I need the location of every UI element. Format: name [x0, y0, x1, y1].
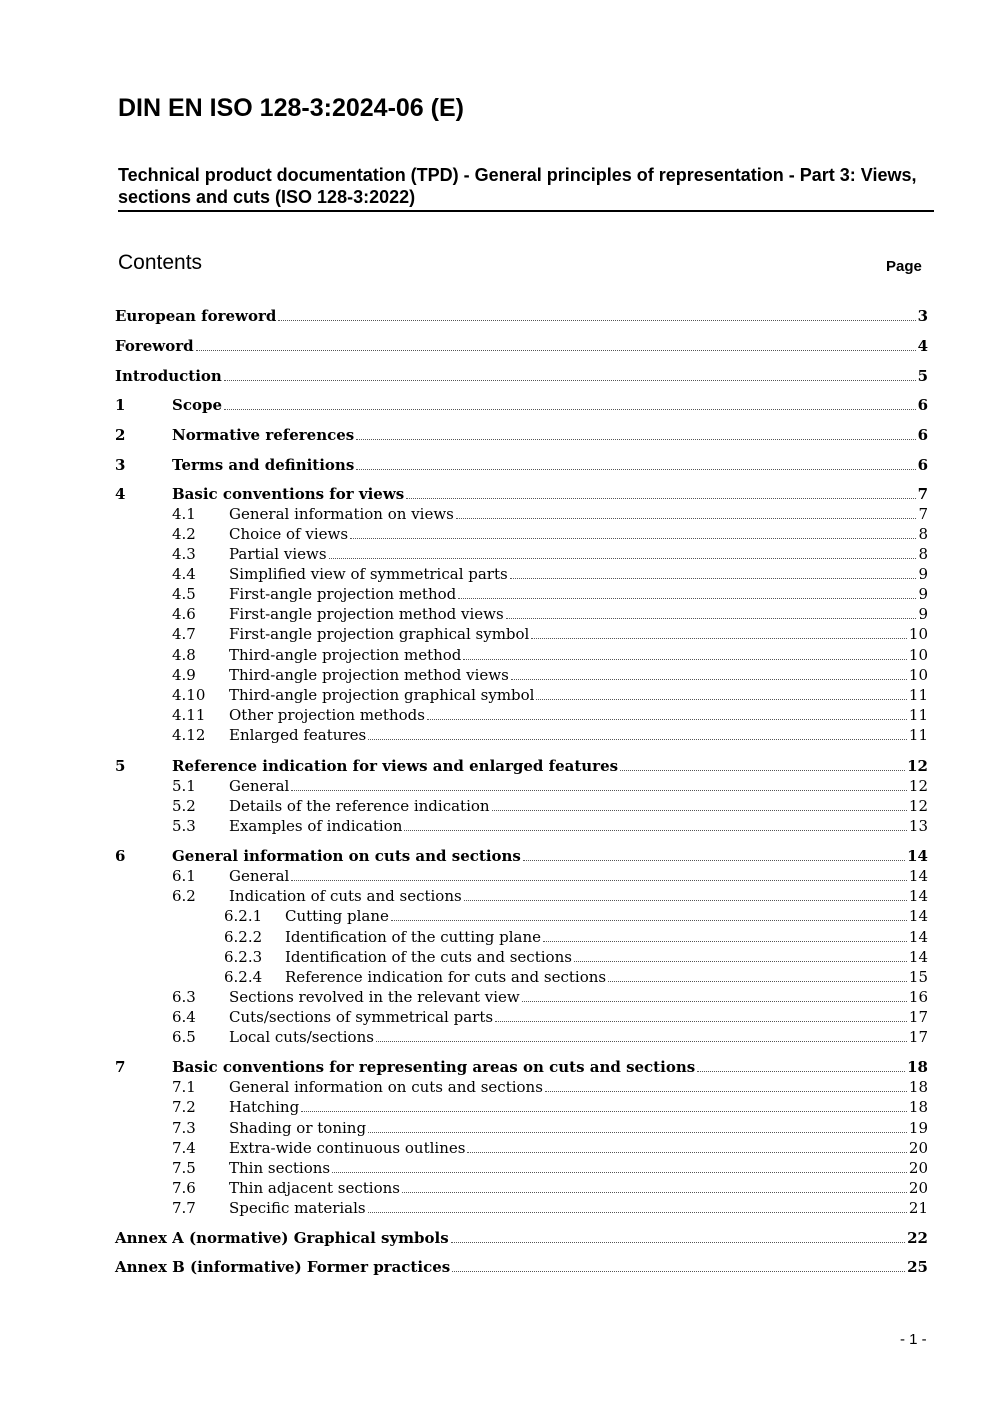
- toc-entry-number: 4.9: [172, 666, 196, 684]
- toc-entry-number: 5.2: [172, 797, 196, 815]
- toc-entry-page: 7: [917, 485, 928, 503]
- toc-leader: [402, 1178, 907, 1193]
- toc-entry-page: 14: [908, 928, 928, 946]
- toc-entry-title: Specific materials: [229, 1199, 366, 1217]
- toc-leader: [224, 366, 916, 381]
- page-column-heading: Page: [886, 258, 922, 275]
- toc-entry-title: General information on views: [229, 505, 454, 523]
- toc-leader: [536, 685, 906, 700]
- toc-entry-number: 4.2: [172, 525, 196, 543]
- toc-entry[interactable]: [0, 336, 992, 356]
- toc-entry[interactable]: [0, 366, 992, 386]
- toc-entry-title: Identification of the cutting plane: [285, 928, 542, 946]
- toc-leader: [522, 987, 907, 1002]
- toc-entry[interactable]: [0, 906, 992, 926]
- contents-heading: Contents: [118, 251, 203, 274]
- toc-entry-number: 4: [115, 485, 126, 503]
- toc-entry-title: Terms and definitions: [172, 456, 355, 474]
- toc-entry[interactable]: [0, 725, 992, 745]
- toc-entry-number: 1: [115, 396, 126, 414]
- toc-entry[interactable]: [0, 1007, 992, 1027]
- toc-entry-page: 22: [907, 1229, 928, 1247]
- toc-leader: [368, 1118, 907, 1133]
- toc-leader: [467, 1138, 906, 1153]
- toc-entry-page: 14: [908, 867, 928, 885]
- toc-entry-title: General: [229, 867, 290, 885]
- toc-leader: [356, 455, 915, 470]
- toc-leader: [301, 1097, 907, 1112]
- toc-entry-page: 12: [908, 797, 928, 815]
- toc-leader: [404, 816, 907, 831]
- toc-entry[interactable]: [0, 1257, 992, 1277]
- toc-entry-title: Choice of views: [229, 525, 349, 543]
- toc-entry-title: Extra-wide continuous outlines: [229, 1139, 466, 1157]
- toc-entry-title: European foreword: [115, 307, 277, 325]
- toc-entry[interactable]: [0, 967, 992, 987]
- toc-entry-number: 5.3: [172, 817, 196, 835]
- toc-entry[interactable]: [0, 665, 992, 685]
- toc-leader: [291, 776, 907, 791]
- toc-entry-number: 2: [115, 426, 126, 444]
- toc-entry-title: Basic conventions for views: [172, 485, 405, 503]
- toc-entry-title: Scope: [172, 396, 223, 414]
- toc-leader: [329, 544, 917, 559]
- toc-leader: [291, 866, 907, 881]
- toc-entry-title: First-angle projection graphical symbol: [229, 625, 530, 643]
- toc-leader: [620, 756, 905, 771]
- toc-entry-title: Third-angle projection method views: [229, 666, 509, 684]
- toc-entry-page: 10: [908, 625, 928, 643]
- toc-entry-page: 8: [918, 525, 928, 543]
- toc-entry[interactable]: [0, 685, 992, 705]
- toc-entry-page: 20: [908, 1139, 928, 1157]
- toc-entry-number: 6.4: [172, 1008, 196, 1026]
- toc-leader: [368, 725, 907, 740]
- toc-entry-page: 25: [907, 1258, 928, 1276]
- toc-entry-title: Details of the reference indication: [229, 797, 490, 815]
- toc-entry-title: Other projection methods: [229, 706, 425, 724]
- toc-entry-number: 7: [115, 1058, 126, 1076]
- toc-entry-number: 4.7: [172, 625, 196, 643]
- toc-entry-page: 10: [908, 646, 928, 664]
- toc-leader: [224, 395, 916, 410]
- toc-leader: [545, 1077, 907, 1092]
- toc-entry[interactable]: [0, 796, 992, 816]
- toc-entry-page: 14: [908, 948, 928, 966]
- toc-entry[interactable]: [0, 584, 992, 604]
- toc-entry-page: 6: [917, 456, 928, 474]
- toc-leader: [543, 927, 907, 942]
- toc-entry-page: 3: [917, 307, 928, 325]
- toc-entry-page: 9: [918, 565, 928, 583]
- toc-entry[interactable]: [0, 1057, 992, 1077]
- toc-entry-title: Basic conventions for representing areas on cuts and sections: [172, 1058, 696, 1076]
- toc-entry-number: 7.6: [172, 1179, 196, 1197]
- toc-entry-page: 16: [908, 988, 928, 1006]
- toc-entry-number: 4.5: [172, 585, 196, 603]
- toc-entry-page: 10: [908, 666, 928, 684]
- toc-entry[interactable]: [0, 395, 992, 415]
- toc-leader: [506, 604, 917, 619]
- toc-entry-page: 7: [918, 505, 928, 523]
- toc-entry-page: 14: [908, 887, 928, 905]
- toc-entry-title: General information on cuts and sections: [229, 1078, 543, 1096]
- toc-entry-title: Third-angle projection method: [229, 646, 462, 664]
- toc-entry[interactable]: [0, 564, 992, 584]
- toc-entry[interactable]: [0, 1178, 992, 1198]
- toc-entry[interactable]: [0, 1118, 992, 1138]
- toc-entry-number: 4.11: [172, 706, 206, 724]
- toc-entry-number: 4.1: [172, 505, 196, 523]
- toc-leader: [368, 1198, 907, 1213]
- toc-entry-title: Thin sections: [229, 1159, 331, 1177]
- toc-entry-number: 6.5: [172, 1028, 196, 1046]
- toc-entry-title: Enlarged features: [229, 726, 367, 744]
- toc-leader: [531, 624, 907, 639]
- toc-entry[interactable]: [0, 624, 992, 644]
- toc-entry[interactable]: [0, 1077, 992, 1097]
- toc-entry-title: Sections revolved in the relevant view: [229, 988, 520, 1006]
- toc-entry[interactable]: [0, 866, 992, 886]
- toc-entry-title: Indication of cuts and sections: [229, 887, 462, 905]
- toc-entry-page: 18: [908, 1098, 928, 1116]
- toc-entry-page: 5: [917, 367, 928, 385]
- toc-entry-title: Thin adjacent sections: [229, 1179, 400, 1197]
- toc-leader: [406, 484, 915, 499]
- toc-leader: [523, 846, 905, 861]
- toc-entry[interactable]: [0, 504, 992, 524]
- toc-entry-title: Partial views: [229, 545, 327, 563]
- toc-entry-page: 13: [908, 817, 928, 835]
- toc-leader: [608, 967, 907, 982]
- toc-entry-number: 6.2: [172, 887, 196, 905]
- toc-entry-number: 5: [115, 757, 126, 775]
- toc-entry-page: 17: [908, 1028, 928, 1046]
- toc-entry[interactable]: [0, 1198, 992, 1218]
- toc-entry-title: Cuts/sections of symmetrical parts: [229, 1008, 494, 1026]
- toc-entry-page: 11: [908, 706, 928, 724]
- toc-entry-number: 4.8: [172, 646, 196, 664]
- toc-leader: [350, 524, 916, 539]
- toc-entry-number: 6.3: [172, 988, 196, 1006]
- toc-entry-page: 11: [908, 726, 928, 744]
- document-title: DIN EN ISO 128-3:2024-06 (E): [118, 94, 464, 122]
- toc-leader: [464, 886, 907, 901]
- toc-entry[interactable]: [0, 816, 992, 836]
- toc-entry-page: 19: [908, 1119, 928, 1137]
- toc-entry-number: 4.12: [172, 726, 206, 744]
- toc-leader: [510, 564, 917, 579]
- toc-entry-number: 4.6: [172, 605, 196, 623]
- toc-entry-title: Shading or toning: [229, 1119, 367, 1137]
- toc-leader: [356, 425, 915, 440]
- toc-entry-page: 11: [908, 686, 928, 704]
- title-divider: [118, 210, 934, 212]
- toc-leader: [427, 705, 907, 720]
- toc-leader: [332, 1158, 907, 1173]
- toc-entry-title: Simplified view of symmetrical parts: [229, 565, 508, 583]
- toc-entry-title: First-angle projection method: [229, 585, 457, 603]
- toc-entry[interactable]: [0, 1097, 992, 1117]
- toc-entry[interactable]: [0, 947, 992, 967]
- toc-leader: [452, 1257, 905, 1272]
- toc-entry[interactable]: [0, 987, 992, 1007]
- toc-leader: [456, 504, 917, 519]
- toc-entry-number: 6: [115, 847, 126, 865]
- toc-entry-page: 14: [907, 847, 928, 865]
- toc-entry-number: 6.2.1: [224, 907, 263, 925]
- toc-entry-number: 4.4: [172, 565, 196, 583]
- toc-entry-page: 9: [918, 585, 928, 603]
- toc-leader: [458, 584, 916, 599]
- toc-entry-number: 5.1: [172, 777, 196, 795]
- toc-entry-number: 7.4: [172, 1139, 196, 1157]
- toc-entry-page: 12: [907, 757, 928, 775]
- toc-entry[interactable]: [0, 524, 992, 544]
- toc-entry-title: General: [229, 777, 290, 795]
- toc-entry-number: 7.5: [172, 1159, 196, 1177]
- toc-leader: [463, 645, 907, 660]
- toc-leader: [391, 906, 907, 921]
- toc-entry[interactable]: [0, 1228, 992, 1248]
- toc-leader: [196, 336, 916, 351]
- toc-entry-title: Examples of indication: [229, 817, 403, 835]
- toc-entry-title: Foreword: [115, 337, 194, 355]
- toc-entry-page: 15: [908, 968, 928, 986]
- toc-entry-page: 18: [908, 1078, 928, 1096]
- toc-entry-page: 18: [907, 1058, 928, 1076]
- toc-entry[interactable]: [0, 1027, 992, 1047]
- toc-entry[interactable]: [0, 776, 992, 796]
- toc-entry-title: Annex B (informative) Former practices: [115, 1258, 451, 1276]
- toc-entry-title: Local cuts/sections: [229, 1028, 374, 1046]
- toc-leader: [278, 306, 915, 321]
- toc-entry[interactable]: [0, 645, 992, 665]
- toc-entry[interactable]: [0, 886, 992, 906]
- toc-entry-number: 4.10: [172, 686, 206, 704]
- toc-entry[interactable]: [0, 927, 992, 947]
- document-subtitle: Technical product documentation (TPD) - General principles of representation - Part 3: Views, sections and cuts (ISO 128-3:2022): [118, 165, 917, 207]
- toc-entry-title: Reference indication for views and enlarged features: [172, 757, 619, 775]
- toc-entry-page: 20: [908, 1159, 928, 1177]
- toc-entry-number: 7.1: [172, 1078, 196, 1096]
- toc-entry-number: 3: [115, 456, 126, 474]
- toc-entry-number: 6.1: [172, 867, 196, 885]
- toc-entry-number: 6.2.4: [224, 968, 263, 986]
- toc-entry-page: 20: [908, 1179, 928, 1197]
- toc-entry-page: 6: [917, 426, 928, 444]
- toc-entry-title: Introduction: [115, 367, 222, 385]
- toc-entry-number: 6.2.3: [224, 948, 263, 966]
- toc-entry[interactable]: [0, 484, 992, 504]
- toc-entry-page: 4: [917, 337, 928, 355]
- toc-entry-title: Annex A (normative) Graphical symbols: [115, 1229, 449, 1247]
- toc-leader: [492, 796, 907, 811]
- toc-entry[interactable]: [0, 425, 992, 445]
- toc-entry[interactable]: [0, 846, 992, 866]
- toc-leader: [574, 947, 907, 962]
- toc-entry-number: 4.3: [172, 545, 196, 563]
- toc-entry-title: Identification of the cuts and sections: [285, 948, 572, 966]
- toc-entry-number: 7.3: [172, 1119, 196, 1137]
- toc-entry[interactable]: [0, 604, 992, 624]
- toc-entry-title: Normative references: [172, 426, 355, 444]
- toc-entry-number: 6.2.2: [224, 928, 263, 946]
- toc-entry-title: Hatching: [229, 1098, 300, 1116]
- toc-entry-number: 7.2: [172, 1098, 196, 1116]
- toc-entry[interactable]: [0, 306, 992, 326]
- page-number: - 1 -: [900, 1331, 927, 1348]
- toc-entry[interactable]: [0, 705, 992, 725]
- toc-leader: [495, 1007, 907, 1022]
- toc-entry-page: 6: [917, 396, 928, 414]
- toc-entry-title: Third-angle projection graphical symbol: [229, 686, 535, 704]
- toc-leader: [451, 1228, 905, 1243]
- toc-entry-page: 21: [908, 1199, 928, 1217]
- toc-entry-page: 17: [908, 1008, 928, 1026]
- toc-entry-title: Cutting plane: [285, 907, 389, 925]
- toc-entry-number: 7.7: [172, 1199, 196, 1217]
- toc-leader: [376, 1027, 907, 1042]
- toc-leader: [697, 1057, 905, 1072]
- toc-entry-page: 9: [918, 605, 928, 623]
- toc-entry-title: First-angle projection method views: [229, 605, 504, 623]
- toc-entry[interactable]: [0, 544, 992, 564]
- toc-entry[interactable]: [0, 756, 992, 776]
- toc-entry[interactable]: [0, 455, 992, 475]
- toc-entry-title: Reference indication for cuts and sections: [285, 968, 607, 986]
- toc-entry[interactable]: [0, 1158, 992, 1178]
- toc-entry[interactable]: [0, 1138, 992, 1158]
- toc-entry-page: 8: [918, 545, 928, 563]
- toc-entry-title: General information on cuts and sections: [172, 847, 521, 865]
- toc-entry-page: 14: [908, 907, 928, 925]
- toc-leader: [511, 665, 907, 680]
- toc-entry-page: 12: [908, 777, 928, 795]
